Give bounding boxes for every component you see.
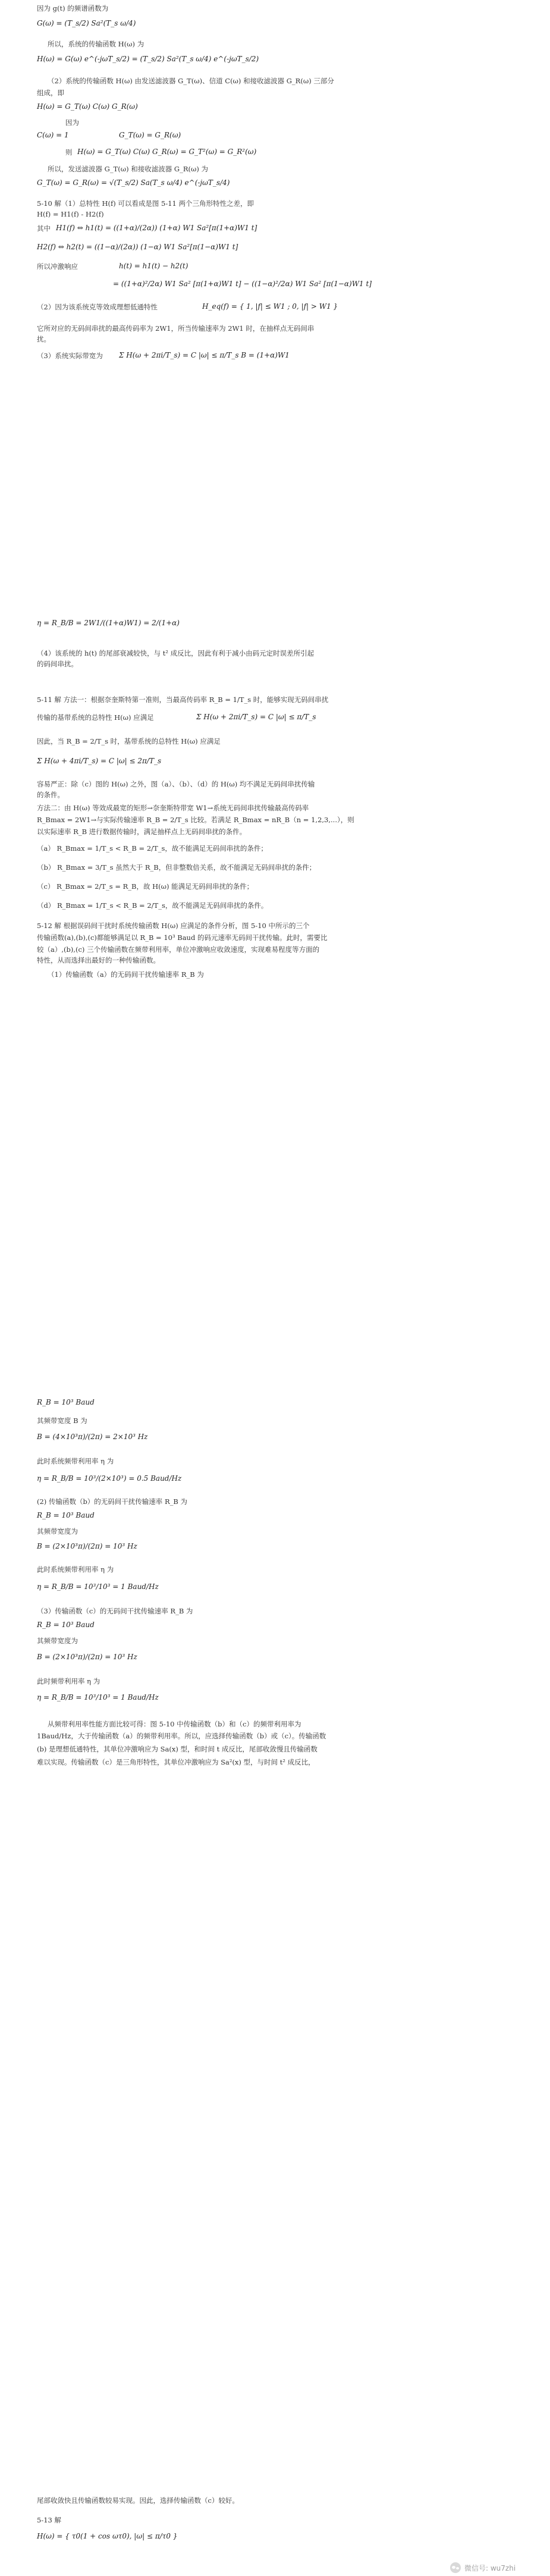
watermark-text: 微信号: wu7zhi xyxy=(464,2564,516,2572)
formula: H(ω) = G(ω) e^(-jωT_s/2) = (T_s/2) Sa²(T_s ω/4) e^(-jωT_s/2) xyxy=(37,55,259,63)
formula: Σ H(ω + 2πi/T_s) = C |ω| ≤ π/T_s xyxy=(196,713,316,721)
text-line: （2）系统的传输函数 H(ω) 由发送滤波器 G_T(ω)、信道 C(ω) 和接收滤波器 G_R(ω) 三部分 xyxy=(48,77,334,85)
text-line: 扰。 xyxy=(37,335,51,343)
text-line: 5-12 解 根据误码间干扰时系统传输函数 H(ω) 应满足的条件分析，图 5-10 中所示的三个 xyxy=(37,922,310,930)
formula: Σ H(ω + 4πi/T_s) = C |ω| ≤ 2π/T_s xyxy=(37,757,162,765)
formula: H1(f) ⇔ h1(t) = ((1+α)/(2α)) (1+α) W1 Sa²[π(1+α)W1 t] xyxy=(56,224,257,232)
formula: R_B = 10³ Baud xyxy=(37,1511,95,1519)
text-line: 特性，从而选择出最好的一种传输函数。 xyxy=(37,956,160,964)
formula: H_eq(f) = { 1, |f| ≤ W1 ; 0, |f| > W1 } xyxy=(202,302,338,311)
formula: H(ω) = G_T(ω) C(ω) G_R(ω) xyxy=(37,102,138,111)
formula: G(ω) = (T_s/2) Sa²(T_s ω/4) xyxy=(37,19,136,27)
watermark xyxy=(450,2561,545,2574)
text-line: 尾部收敛快且传输函数较易实现。因此，选择传输函数（c）较好。 xyxy=(37,2496,239,2505)
formula: H(ω) = G_T(ω) C(ω) G_R(ω) = G_T²(ω) = G_R²(ω) xyxy=(77,148,257,156)
text-line: 其频带宽度为 xyxy=(37,1527,78,1535)
text-line: (b) 是理想低通特性，其单位冲激响应为 Sa(x) 型，和时间 t 成反比，尾部收敛慢且传输函数 xyxy=(37,1745,318,1753)
text-line: （1）传输函数（a）的无码间干扰传输速率 R_B 为 xyxy=(48,970,204,979)
text-line: （3）传输函数（c）的无码间干扰传输速率 R_B 为 xyxy=(37,1607,193,1615)
text-line: 所以冲激响应 xyxy=(37,262,78,271)
formula: η = R_B/B = 10³/(2×10³) = 0.5 Baud/Hz xyxy=(37,1474,182,1483)
formula: h(t) = h1(t) − h2(t) xyxy=(119,262,188,270)
text-line: 其频带宽度为 xyxy=(37,1637,78,1645)
text-line: 1Baud/Hz，大于传输函数（a）的频带利用率。所以，应选择传输函数（b）或（c）。传输函数 xyxy=(37,1732,326,1740)
formula: = ((1+α)²/2α) W1 Sa² [π(1+α)W1 t] − ((1−α)²/2α) W1 Sa² [π(1−α)W1 t] xyxy=(113,280,372,288)
text-line: H(f) = H1(f) - H2(f) xyxy=(37,210,104,218)
text-line: 组成，即 xyxy=(37,89,64,97)
text-line: (2) 传输函数（b）的无码间干扰传输速率 R_B 为 xyxy=(37,1497,187,1506)
text-line: （a） R_Bmax = 1/T_s < R_B = 2/T_s，故不能满足无码间串扰的条件； xyxy=(37,844,268,853)
text-line: 此时频带利用率 η 为 xyxy=(37,1677,100,1685)
wechat-icon xyxy=(450,2562,461,2573)
text-line: 所以，系统的传输函数 H(ω) 为 xyxy=(48,40,144,48)
text-line: 5-11 解 方法一：根据奈奎斯特第一准则，当最高传码率 R_B = 1/T_s 时，能够实现无码间串扰 xyxy=(37,695,329,704)
text-line: 其中 xyxy=(37,224,51,233)
text-line: （4）该系统的 h(t) 的尾部衰减较快，与 t² 成反比，因此有利于减小由码元定时误差所引起 xyxy=(37,649,315,657)
formula: C(ω) = 1 xyxy=(37,131,69,139)
formula: H2(f) ⇔ h2(t) = ((1−α)/(2α)) (1−α) W1 Sa²[π(1−α)W1 t] xyxy=(37,243,238,251)
text-line: 以实际速率 R_B 进行数据传输时，满足抽样点上无码间串扰的条件。 xyxy=(37,828,247,836)
text-line: 所以，发送滤波器 G_T(ω) 和接收滤波器 G_R(ω) 为 xyxy=(48,165,209,173)
formula: B = (4×10³π)/(2π) = 2×10³ Hz xyxy=(37,1433,148,1441)
formula: H(ω) = { τ0(1 + cos ωτ0), |ω| ≤ π/τ0 } xyxy=(37,2532,178,2540)
formula: R_B = 10³ Baud xyxy=(37,1398,95,1406)
text-line: 其频带宽度 B 为 xyxy=(37,1417,87,1425)
formula: R_B = 10³ Baud xyxy=(37,1621,95,1629)
formula: G_T(ω) = G_R(ω) = √(T_s/2) Sa(T_s ω/4) e^(-jωT_s/4) xyxy=(37,178,230,187)
text-line: 方法二：由 H(ω) 等效成最宽的矩形→奈奎斯特带宽 W1→系统无码间串扰传输最高传码率 xyxy=(37,804,309,812)
formula: η = R_B/B = 10³/10³ = 1 Baud/Hz xyxy=(37,1693,159,1701)
text-line: 难以实现。传输函数（c）是三角形特性，其单位冲激响应为 Sa²(x) 型，与时间 t² 成反比， xyxy=(37,1758,315,1766)
text-line: 的条件。 xyxy=(37,791,64,799)
text-line: 较（a）,(b),(c) 三个传输函数在频带利用率，单位冲激响应收敛速度，实现难易程度等方面的 xyxy=(37,945,320,954)
text-line: 因为 xyxy=(65,118,79,127)
text-line: （3）系统实际带宽为 xyxy=(37,352,103,360)
text-line: 从频带利用率性能方面比较可得：图 5-10 中传输函数（b）和（c）的频带利用率为 xyxy=(48,1720,301,1728)
text-line: 因此，当 R_B = 2/T_s 时，基带系统的总特性 H(ω) 应满足 xyxy=(37,737,221,745)
text-line: R_Bmax = 2W1→与实际传输速率 R_B = 2/T_s 比较。若满足 R_Bmax = nR_B（n = 1,2,3,...），则 xyxy=(37,816,354,824)
formula: G_T(ω) = G_R(ω) xyxy=(119,131,181,139)
text-line: （d） R_Bmax = 1/T_s < R_B = 2/T_s，故不能满足无码间串扰的条件。 xyxy=(37,901,268,910)
text-line: （c） R_Bmax = 2/T_s = R_B，故 H(ω) 能满足无码间串扰的条件； xyxy=(37,882,254,891)
formula: Σ H(ω + 2πi/T_s) = C |ω| ≤ π/T_s B = (1+α)W1 xyxy=(119,351,290,359)
text-line: （2）因为该系统克等效成理想低通特性 xyxy=(37,303,158,311)
formula: B = (2×10³π)/(2π) = 10³ Hz xyxy=(37,1542,137,1550)
text-line: 传输函数(a),(b),(c)都能够满足以 R_B = 10³ Baud 的码元速率无码间干扰传输。此时，需要比 xyxy=(37,933,328,942)
text-line: 它所对应的无码间串扰的最高传码率为 2W1，所当传输速率为 2W1 时，在抽样点无码间串 xyxy=(37,324,315,333)
formula: η = R_B/B = 2W1/((1+α)W1) = 2/(1+α) xyxy=(37,619,180,627)
text-line: 此时系统频带利用率 η 为 xyxy=(37,1457,114,1465)
text-line: 5-10 解（1）总特性 H(f) 可以看成是图 5-11 两个三角形特性之差，即 xyxy=(37,199,254,208)
formula: B = (2×10³π)/(2π) = 10³ Hz xyxy=(37,1653,137,1661)
text-line: 则 xyxy=(65,148,73,156)
text-line: 因为 g(t) 的频谱函数为 xyxy=(37,4,109,12)
text-line: 的码间串扰。 xyxy=(37,660,78,668)
text-line: （b） R_Bmax = 3/T_s 虽然大于 R_B，但非整数倍关系，故不能满足无码间串扰的条件； xyxy=(37,863,316,872)
text-line: 传输的基带系统的总特性 H(ω) 应满足 xyxy=(37,713,154,722)
text-line: 容易严正：除（c）图的 H(ω) 之外，图（a）、（b）、（d）的 H(ω) 均不满足无码间串扰传输 xyxy=(37,780,315,788)
formula: η = R_B/B = 10³/10³ = 1 Baud/Hz xyxy=(37,1582,159,1591)
text-line: 此时系统频带利用率 η 为 xyxy=(37,1565,114,1574)
text-line: 5-13 解 xyxy=(37,2516,61,2524)
